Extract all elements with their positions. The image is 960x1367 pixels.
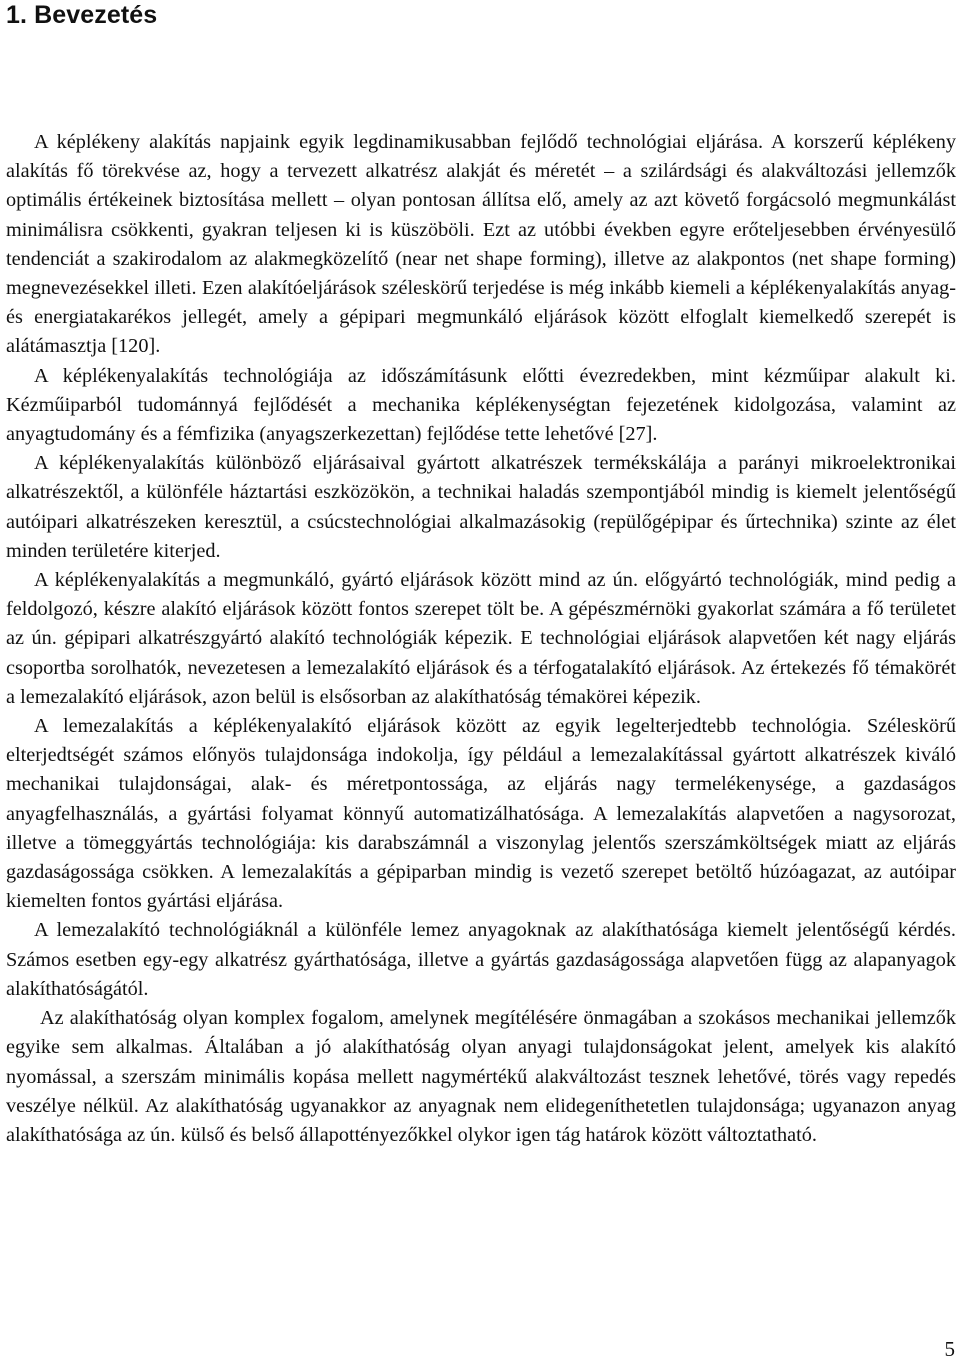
paragraph-product-range: A képlékenyalakítás különböző eljárásaival gyártott alkatrészek termékskálája a parányi mikroelektronikai alkatrészektől, a különféle háztartási eszközökön, a technikai haladás szempontjából mindig is kiemelt jelentőségű autóipari alkatrészeken keresztül, a csúcstechnológiai alkalmazásokig (repülőgépipar és űrtechnika) szinte az élet minden területére kiterjed. bbox=[6, 452, 956, 562]
paragraph-formability-question: A lemezalakító technológiáknál a különféle lemez anyagoknak az alakíthatósága kiemelt jelentőségű kérdés. Számos esetben egy-egy alkatrész gyárthatósága, illetve a gyártás gazdaságossága alapvetően függ az alapanyagok alakíthatóságától. bbox=[6, 919, 956, 1000]
body-text bbox=[6, 128, 956, 1150]
paragraph-intro: A képlékeny alakítás napjaink egyik legdinamikusabban fejlődő technológiai eljárása. A korszerű képlékeny alakítás fő törekvése az, hogy a tervezett alkatrész alakját és méretét – a szilárdsági és alakváltozási jellemzők optimális értékeinek biztosítása mellett – olyan pontosan állítsa elő, amely az azt követő forgácsoló megmunkálást minimálisra csökkenti, gyakran teljesen ki is küszöböli. Ezt az utóbbi években egyre erőteljesebben érvényesülő tendenciát a szakirodalom az alakmegközelítő (near net shape forming), illetve az alakpontos (net shape forming) megnevezésekkel illeti. Ezen alakítóeljárások széleskörű terjedése is még inkább kiemeli a képlékenyalakítás anyag- és energiatakarékos jellegét, amely a gépipari megmunkáló eljárások között elfoglalt kiemelkedő szerepét is alátámasztja [120]. bbox=[6, 131, 956, 358]
chapter-heading: 1. Bevezetés bbox=[6, 1, 158, 29]
paragraph-history: A képlékenyalakítás technológiája az időszámításunk előtti évezredekben, mint kézműipar alakult ki. Kézműiparból tudománnyá fejlődését a mechanika képlékenységtan fejezetének kidolgozása, valamint az anyagtudomány és a fémfizika (anyagszerkezettan) fejlődése tette lehetővé [27]. bbox=[6, 364, 956, 446]
paragraph-formability-definition: Az alakíthatóság olyan komplex fogalom, amelynek megítélésére önmagában a szokásos mechanikai jellemzők egyike sem alkalmas. Általában a jó alakíthatóság olyan anyagi tulajdonságokat jelent, amelyek kis alakító nyomással, a szerszám minimális kopása mellett nagymértékű alakváltozást tesznek lehetővé, törés vagy repedés veszélye nélkül. Az alakíthatóság ugyanakkor az anyagnak nem elidegeníthetetlen tulajdonsága; ugyanazon anyag alakíthatósága az ún. külső és belső állapottényezőkkel olykor igen tág határok között változtatható. bbox=[6, 1007, 956, 1146]
paragraph-technologies: A képlékenyalakítás a megmunkáló, gyártó eljárások között mind az ún. előgyártó technológiák, mind pedig a feldolgozó, készre alakító eljárások között fontos szerepet tölt be. A gépészmérnöki gyakorlat számára a fő területet az ún. gépipari alkatrészgyártó alakító technológiák képezik. E technológiai eljárások alapvetően két nagy eljárás csoportba sorolhatók, nevezetesen a lemezalakító eljárások és a térfogatalakító eljárások. Az értekezés fő témakörét a lemezalakító eljárások, azon belül is elsősorban az alakíthatóság témakörei képezik. bbox=[6, 569, 956, 708]
page-number: 5 bbox=[944, 1337, 955, 1361]
paragraph-sheet-forming: A lemezalakítás a képlékenyalakító eljárások között az egyik legelterjedtebb technológia. Széleskörű elterjedtségét számos előnyös tulajdonsága indokolja, így például a lemezalakítással gyártott alkatrészek kiváló mechanikai tulajdonságai, alak- és méretpontossága, az eljárás nagy termelékenysége, a gazdaságos anyagfelhasználás, a gyártási folyamat könnyű automatizálhatósága. A lemezalakítás alapvetően a nagysorozat, illetve a tömeggyártás technológiája: kis darabszámnál a viszonylag jelentős szerszámköltségek miatt az eljárás gazdaságossága csökken. A lemezalakítás a gépiparban mindig is vezető szerepet betöltő húzóagazat, az autóipar kiemelten fontos gyártási eljárása. bbox=[6, 715, 956, 913]
